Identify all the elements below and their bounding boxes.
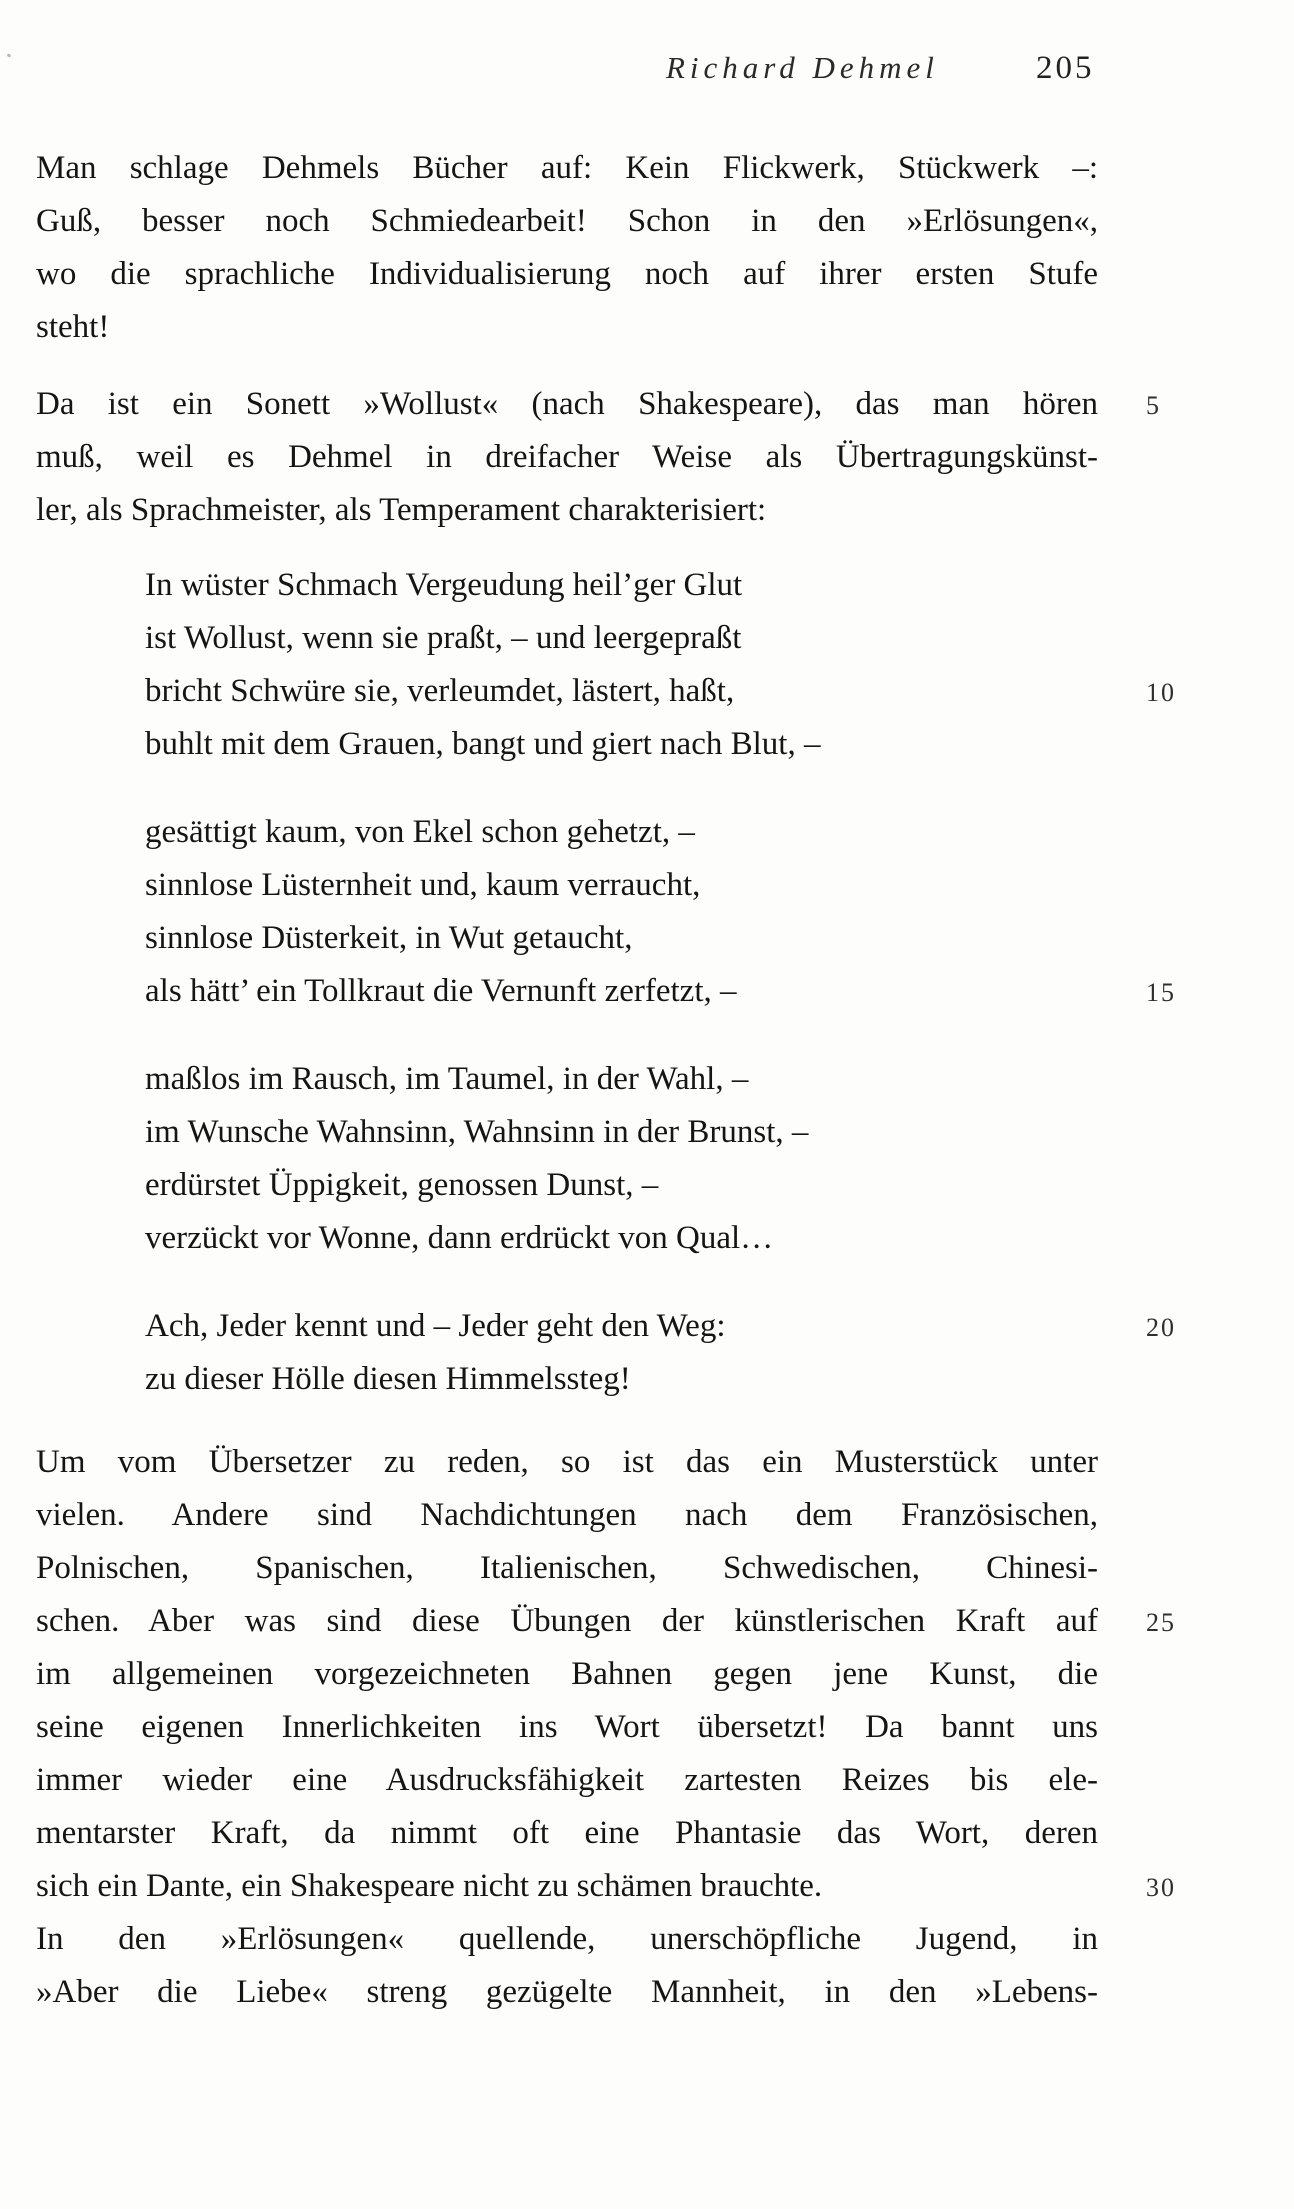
text-line (36, 1754, 1098, 1807)
line-text: schen. Aber was sind diese Übungen der künstlerischen Kraft auf (36, 1603, 1098, 1639)
text-line (36, 1159, 1098, 1212)
line-text: Um vom Übersetzer zu reden, so ist das ein Musterstück unter (36, 1444, 1098, 1480)
text-line (36, 806, 1098, 859)
text-line (36, 378, 1161, 431)
running-head (0, 50, 1294, 94)
line-text: immer wieder eine Ausdrucksfähigkeit zartesten Reizes bis ele- (36, 1762, 1098, 1798)
paragraph (36, 378, 1161, 537)
line-text: bricht Schwüre sie, verleumdet, lästert, haßt, (145, 673, 735, 709)
text-line (36, 1542, 1098, 1595)
line-text: ist Wollust, wenn sie praßt, – und leergepraßt (145, 620, 742, 656)
text-line (36, 859, 1098, 912)
page-number: 205 (1036, 50, 1095, 86)
margin-line-number: 5 (1146, 391, 1161, 420)
text-line (36, 142, 1098, 195)
text-line (36, 301, 1098, 354)
margin-line-number: 10 (1146, 678, 1176, 707)
text-line (36, 195, 1098, 248)
text-line (36, 248, 1098, 301)
poem-stanza (36, 559, 1176, 771)
text-line (36, 1913, 1098, 1966)
line-text: Ach, Jeder kennt und – Jeder geht den Weg: (145, 1308, 726, 1344)
margin-line-number: 20 (1146, 1313, 1176, 1342)
text-line (36, 1436, 1098, 1489)
text-line (36, 1053, 1098, 1106)
line-text: seine eigenen Innerlichkeiten ins Wort übersetzt! Da bannt uns (36, 1709, 1098, 1745)
line-text: buhlt mit dem Grauen, bangt und giert nach Blut, – (145, 726, 821, 762)
text-line (36, 484, 1098, 537)
line-text: ler, als Sprachmeister, als Temperament charakterisiert: (36, 492, 767, 528)
margin-line-number: 30 (1146, 1873, 1176, 1902)
text-line (36, 912, 1098, 965)
line-text: gesättigt kaum, von Ekel schon gehetzt, – (145, 814, 695, 850)
poem-stanza (36, 1300, 1176, 1406)
paragraph (36, 1436, 1176, 2019)
line-text: maßlos im Rausch, im Taumel, in der Wahl, – (145, 1061, 749, 1097)
running-head-author: Richard Dehmel (666, 50, 939, 85)
text-line (36, 1300, 1176, 1353)
text-line (36, 1701, 1098, 1754)
line-text: als hätt’ ein Tollkraut die Vernunft zerfetzt, – (145, 973, 737, 1009)
line-text: mentarster Kraft, da nimmt oft eine Phantasie das Wort, deren (36, 1815, 1098, 1851)
margin-line-number: 25 (1146, 1608, 1176, 1637)
text-line (36, 1353, 1098, 1406)
text-line (36, 665, 1176, 718)
line-text: muß, weil es Dehmel in dreifacher Weise als Übertragungskünst- (36, 439, 1098, 475)
text-line (36, 1648, 1098, 1701)
text-line (36, 1106, 1098, 1159)
text-block (36, 142, 1176, 2019)
text-line (36, 612, 1098, 665)
text-line (36, 1807, 1098, 1860)
text-line (36, 1860, 1176, 1913)
line-text: verzückt vor Wonne, dann erdrückt von Qual… (145, 1220, 774, 1256)
line-text: erdürstet Üppigkeit, genossen Dunst, – (145, 1167, 659, 1203)
poem-stanza (36, 806, 1176, 1018)
margin-line-number: 15 (1146, 978, 1176, 1007)
text-line (36, 431, 1098, 484)
line-text: »Aber die Liebe« streng gezügelte Mannheit, in den »Lebens- (36, 1974, 1098, 2010)
text-line (36, 718, 1098, 771)
line-text: wo die sprachliche Individualisierung noch auf ihrer ersten Stufe (36, 256, 1098, 292)
line-text: sinnlose Lüsternheit und, kaum verraucht, (145, 867, 701, 903)
text-line (36, 559, 1098, 612)
line-text: In den »Erlösungen« quellende, unerschöpfliche Jugend, in (36, 1921, 1098, 1957)
line-text: steht! (36, 309, 110, 345)
line-text: im allgemeinen vorgezeichneten Bahnen gegen jene Kunst, die (36, 1656, 1098, 1692)
line-text: im Wunsche Wahnsinn, Wahnsinn in der Brunst, – (145, 1114, 809, 1150)
line-text: Guß, besser noch Schmiedearbeit! Schon in den »Erlösungen«, (36, 203, 1098, 239)
line-text: Polnischen, Spanischen, Italienischen, Schwedischen, Chinesi- (36, 1550, 1098, 1586)
line-text: Da ist ein Sonett »Wollust« (nach Shakespeare), das man hören (36, 386, 1098, 422)
line-text: vielen. Andere sind Nachdichtungen nach dem Französischen, (36, 1497, 1098, 1533)
line-text: sinnlose Düsterkeit, in Wut getaucht, (145, 920, 633, 956)
line-text: zu dieser Hölle diesen Himmelssteg! (145, 1361, 631, 1397)
line-text: sich ein Dante, ein Shakespeare nicht zu schämen brauchte. (36, 1868, 823, 1904)
line-text: Man schlage Dehmels Bücher auf: Kein Flickwerk, Stückwerk –: (36, 150, 1098, 186)
line-text: In wüster Schmach Vergeudung heil’ger Glut (145, 567, 743, 603)
poem-stanza (36, 1053, 1098, 1265)
text-line (36, 1966, 1098, 2019)
text-line (36, 965, 1176, 1018)
paragraph (36, 142, 1098, 354)
text-line (36, 1489, 1098, 1542)
text-line (36, 1212, 1098, 1265)
text-line (36, 1595, 1176, 1648)
